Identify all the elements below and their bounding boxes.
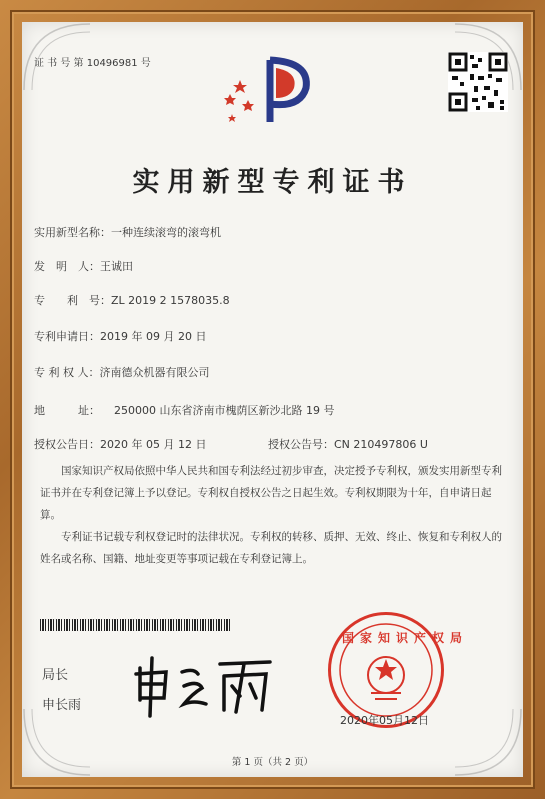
director-name: 申长雨 xyxy=(42,698,82,713)
director-label: 局长 xyxy=(42,668,69,683)
signature-icon xyxy=(132,654,282,718)
page-footer: 第 1 页（共 2 页） xyxy=(231,757,314,768)
address-label: 地 址： xyxy=(34,404,100,417)
certificate-number: 证 书 号 第 10496981 号 xyxy=(34,58,151,69)
certificate-title: 实用新型专利证书 xyxy=(132,167,413,198)
filing-date-field: 专利申请日：2019 年 09 月 20 日 xyxy=(34,330,207,343)
qr-code-icon xyxy=(448,52,508,112)
patent-number-field: 专 利 号：ZL 2019 2 1578035.8 xyxy=(34,294,230,307)
certificate-paper xyxy=(22,22,523,777)
inventor-field: 发 明 人：王诚田 xyxy=(34,260,133,273)
legal-notice-paragraph: 专利证书记载专利权登记时的法律状况。专利权的转移、质押、无效、终止、恢复和专利权人的姓名或名称、国籍、地址变更等事项记载在专利登记簿上。 xyxy=(40,531,502,565)
seal-text: 国家知识产权局 xyxy=(342,631,469,645)
grant-date-field: 授权公告日：2020 年 05 月 12 日 xyxy=(34,438,207,451)
barcode-icon xyxy=(40,619,230,631)
grant-statement-paragraph: 国家知识产权局依照中华人民共和国专利法经过初步审查，决定授予专利权，颁发实用新型专利证书并在专利登记簿上予以登记。专利权自授权公告之日起生效。专利权期限为十年，自申请日起算。 xyxy=(40,465,502,521)
patentee-field: 专 利 权 人：济南德众机器有限公司 xyxy=(34,366,210,379)
address-field: 250000 山东省济南市槐荫区新沙北路 19 号 xyxy=(114,404,335,417)
utility-model-name: 实用新型名称：一种连续滚弯的滚弯机 xyxy=(34,226,221,239)
cnipa-logo-icon xyxy=(218,52,318,128)
seal-date: 2020年05月12日 xyxy=(340,714,429,727)
grant-number-field: 授权公告号：CN 210497806 U xyxy=(268,438,428,451)
